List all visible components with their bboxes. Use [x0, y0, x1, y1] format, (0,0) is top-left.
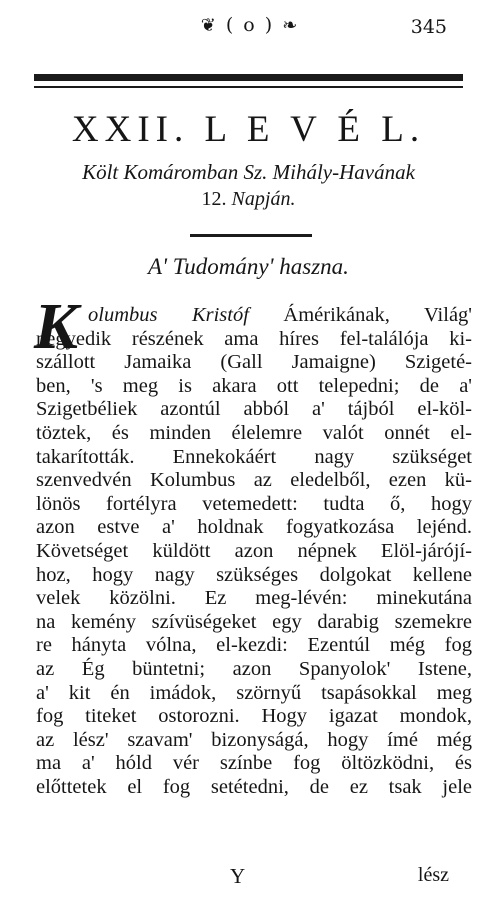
- chapter-place: Költ Komáromban Sz. Mihály-Havának: [82, 160, 415, 184]
- body-lines: [36, 328, 472, 800]
- chapter-date: [0, 188, 497, 211]
- body-line: ma a' hóld vér színbe fog öltözködni, és: [36, 752, 472, 775]
- body-line: szállott Jamaika (Gall Jamaigne) Szigeté-: [36, 351, 472, 374]
- body-line: velek közölni. Ez meg-lévén: minekutána: [36, 587, 472, 610]
- chapter-date-word: Napján.: [231, 188, 296, 210]
- ornament-right-icon: ❧: [282, 15, 300, 36]
- page-number: 345: [410, 16, 447, 38]
- body-line: a' kit én imádok, szörnyű tsapásokkal meg: [36, 681, 472, 704]
- body-line: ben, 's meg is akara ott telepedni; de a': [36, 374, 472, 397]
- header-rule-thick: [34, 74, 463, 81]
- body-text: [36, 304, 472, 799]
- body-line: fog titeket ostorozni. Hogy igazat mondok,: [36, 705, 472, 728]
- body-line: lönös fortélyra vetemedett: tudta ő, hogy: [36, 492, 472, 515]
- section-rule: [190, 234, 312, 237]
- catchword: lész: [417, 864, 449, 886]
- running-head: [150, 14, 350, 36]
- body-line: az lész' szavam' bizonyságá, hogy ímé még: [36, 728, 472, 751]
- body-line: Követséget küldött azon népnek Elöl-járójí-: [36, 539, 472, 562]
- body-line: töztek, és minden élelemre valót onnét el-: [36, 421, 472, 444]
- ornament-left-icon: ❦: [200, 15, 218, 36]
- body-first-italic: olumbus Kristóf: [88, 304, 249, 326]
- body-line: takarították. Ennekokáért nagy szükséget: [36, 445, 472, 468]
- chapter-title: XXII. L E V É L.: [71, 109, 426, 150]
- body-first-line: [36, 304, 472, 328]
- body-line: hoz, hogy nagy szükséges dolgokat kellene: [36, 563, 472, 586]
- body-line: azon estve a' holdnak fogyatkozása lejénd.: [36, 516, 472, 539]
- body-line: előttetek el fog setétedni, de ez tsak jele: [36, 775, 472, 798]
- body-line: Szigetbéliek azontúl abból a' tájból el-köl-: [36, 398, 472, 421]
- body-first-rest: Ámérikának, Világ': [283, 304, 472, 326]
- body-line: negyedik részének ama híres fel-találója ki-: [36, 327, 472, 350]
- chapter-date-number: 12.: [201, 188, 227, 210]
- body-line: na kemény szívüségeket egy darabig szemekre: [36, 610, 472, 633]
- drop-cap: K: [34, 290, 79, 363]
- signature-mark: Y: [230, 864, 246, 888]
- body-line: szenvedvén Kolumbus az eledelből, ezen kü-: [36, 469, 472, 492]
- letter-subtitle: A' Tudomány' haszna.: [148, 254, 349, 279]
- running-head-text: ( o ): [225, 14, 275, 36]
- header-rule-thin: [34, 86, 463, 88]
- body-line: az Ég büntetni; azon Spanyolok' Istene,: [36, 657, 472, 680]
- body-line: re hányta vólna, el-kezdi: Ezentúl még fog: [36, 634, 472, 657]
